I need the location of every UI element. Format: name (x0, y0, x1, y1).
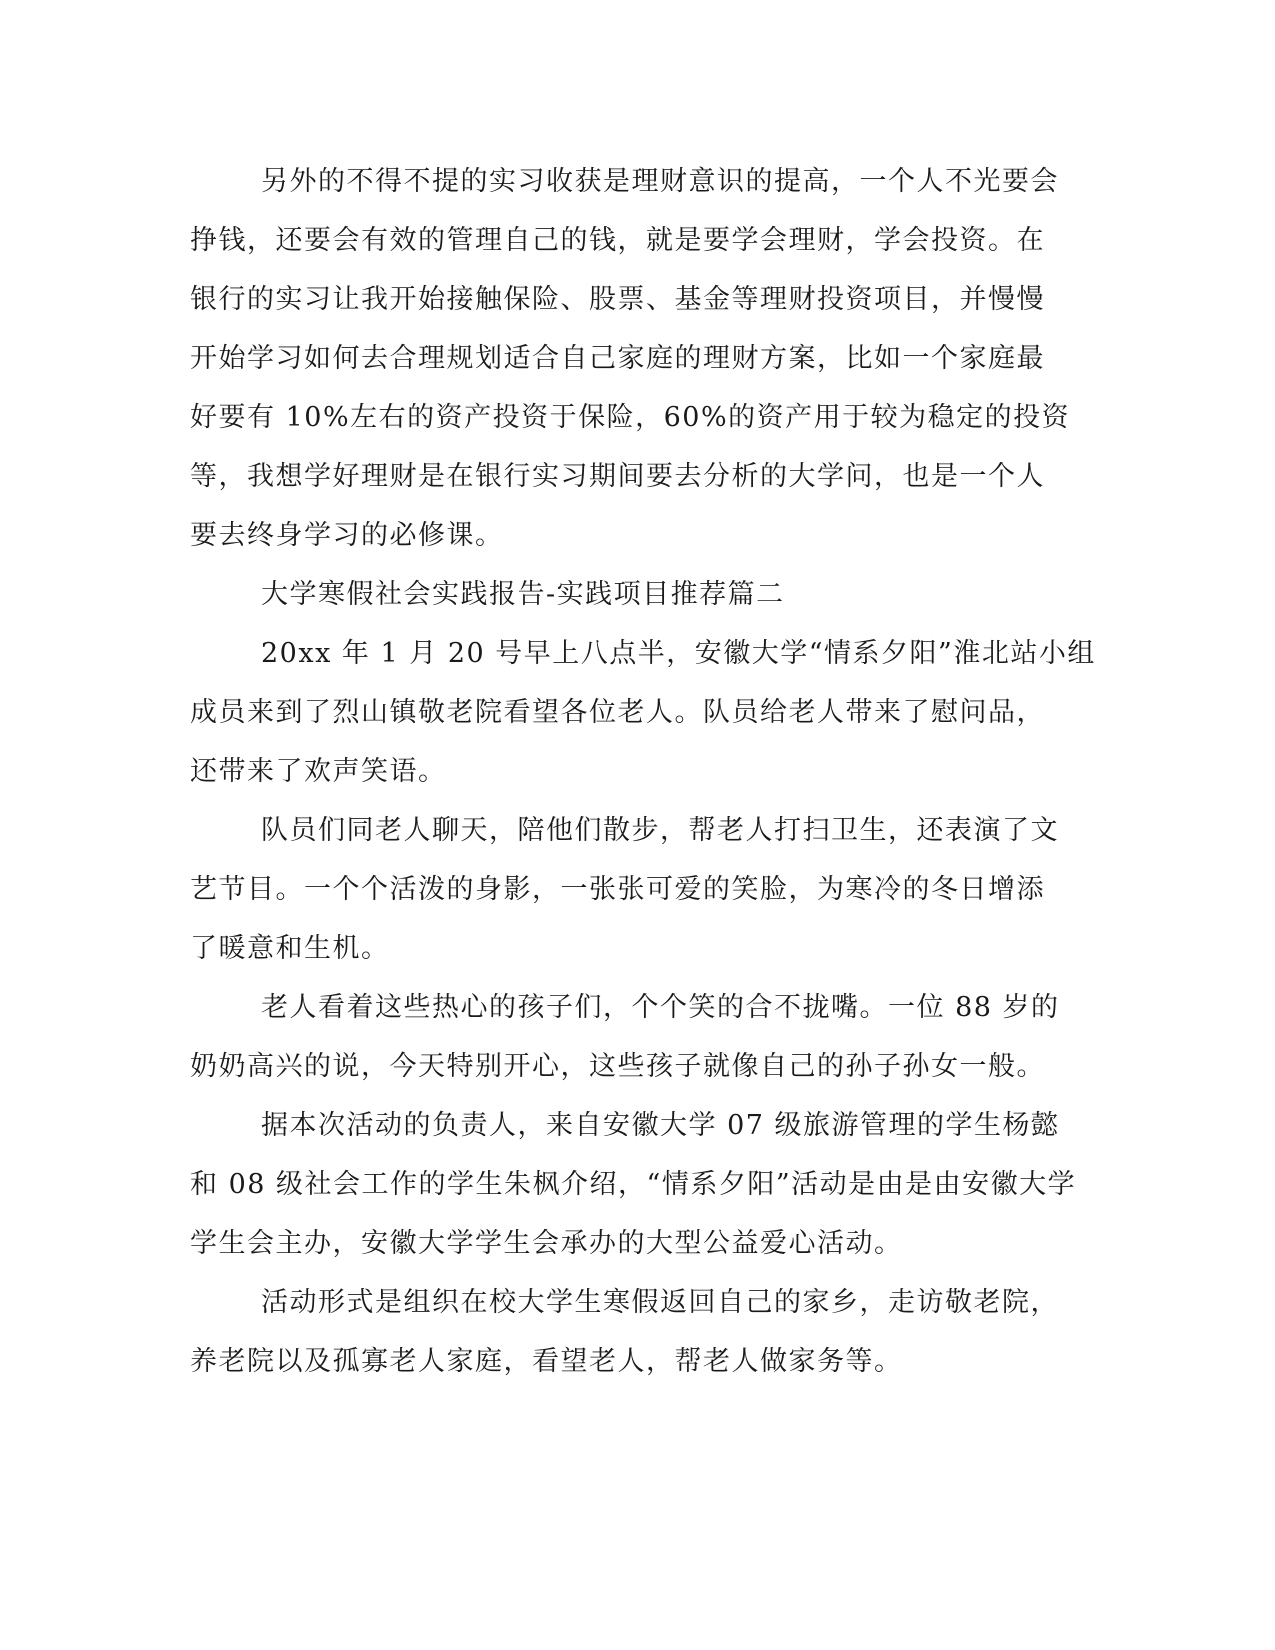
heading-text: 大学寒假社会实践报告-实践项目推荐篇二 (261, 579, 785, 610)
paragraph-financial-awareness (190, 152, 1090, 565)
paragraph-activities (190, 801, 1090, 978)
paragraph-elderly-reaction (190, 978, 1090, 1096)
text-line: 队员们同老人聊天，陪他们散步，帮老人打扫卫生，还表演了文 (261, 815, 1059, 846)
text-line: 据本次活动的负责人，来自安徽大学 07 级旅游管理的学生杨懿 (261, 1110, 1060, 1141)
text-line: 好要有 10%左右的资产投资于保险，60%的资产用于较为稳定的投资 (190, 402, 1071, 433)
text-line: 要去终身学习的必修课。 (190, 520, 504, 551)
text-line: 活动形式是组织在校大学生寒假返回自己的家乡，走访敬老院， (261, 1287, 1059, 1318)
paragraph-visit-intro (190, 624, 1096, 801)
text-line: 开始学习如何去合理规划适合自己家庭的理财方案，比如一个家庭最 (190, 343, 1045, 374)
text-line: 养老院以及孤寡老人家庭，看望老人，帮老人做家务等。 (190, 1346, 903, 1377)
text-line: 和 08 级社会工作的学生朱枫介绍，“情系夕阳”活动是由是由安徽大学 (190, 1169, 1077, 1200)
text-line: 还带来了欢声笑语。 (190, 756, 447, 787)
paragraph-activity-format (190, 1273, 1090, 1391)
text-line: 挣钱，还要会有效的管理自己的钱，就是要学会理财，学会投资。在 (190, 225, 1045, 256)
text-line: 学生会主办，安徽大学学生会承办的大型公益爱心活动。 (190, 1228, 903, 1259)
text-line: 艺节目。一个个活泼的身影，一张张可爱的笑脸，为寒冷的冬日增添 (190, 874, 1045, 905)
text-line: 了暖意和生机。 (190, 933, 390, 964)
text-line: 老人看着这些热心的孩子们，个个笑的合不拢嘴。一位 88 岁的 (261, 992, 1060, 1023)
text-line: 银行的实习让我开始接触保险、股票、基金等理财投资项目，并慢慢 (190, 284, 1045, 315)
text-line: 等，我想学好理财是在银行实习期间要去分析的大学问，也是一个人 (190, 461, 1045, 492)
paragraph-organizers (190, 1096, 1090, 1273)
text-line: 20xx 年 1 月 20 号早上八点半，安徽大学“情系夕阳”淮北站小组 (261, 638, 1096, 669)
section-heading (190, 565, 1090, 624)
text-line: 另外的不得不提的实习收获是理财意识的提高，一个人不光要会 (261, 166, 1059, 197)
text-line: 奶奶高兴的说，今天特别开心，这些孩子就像自己的孙子孙女一般。 (190, 1051, 1045, 1082)
text-line: 成员来到了烈山镇敬老院看望各位老人。队员给老人带来了慰问品， (190, 697, 1045, 728)
